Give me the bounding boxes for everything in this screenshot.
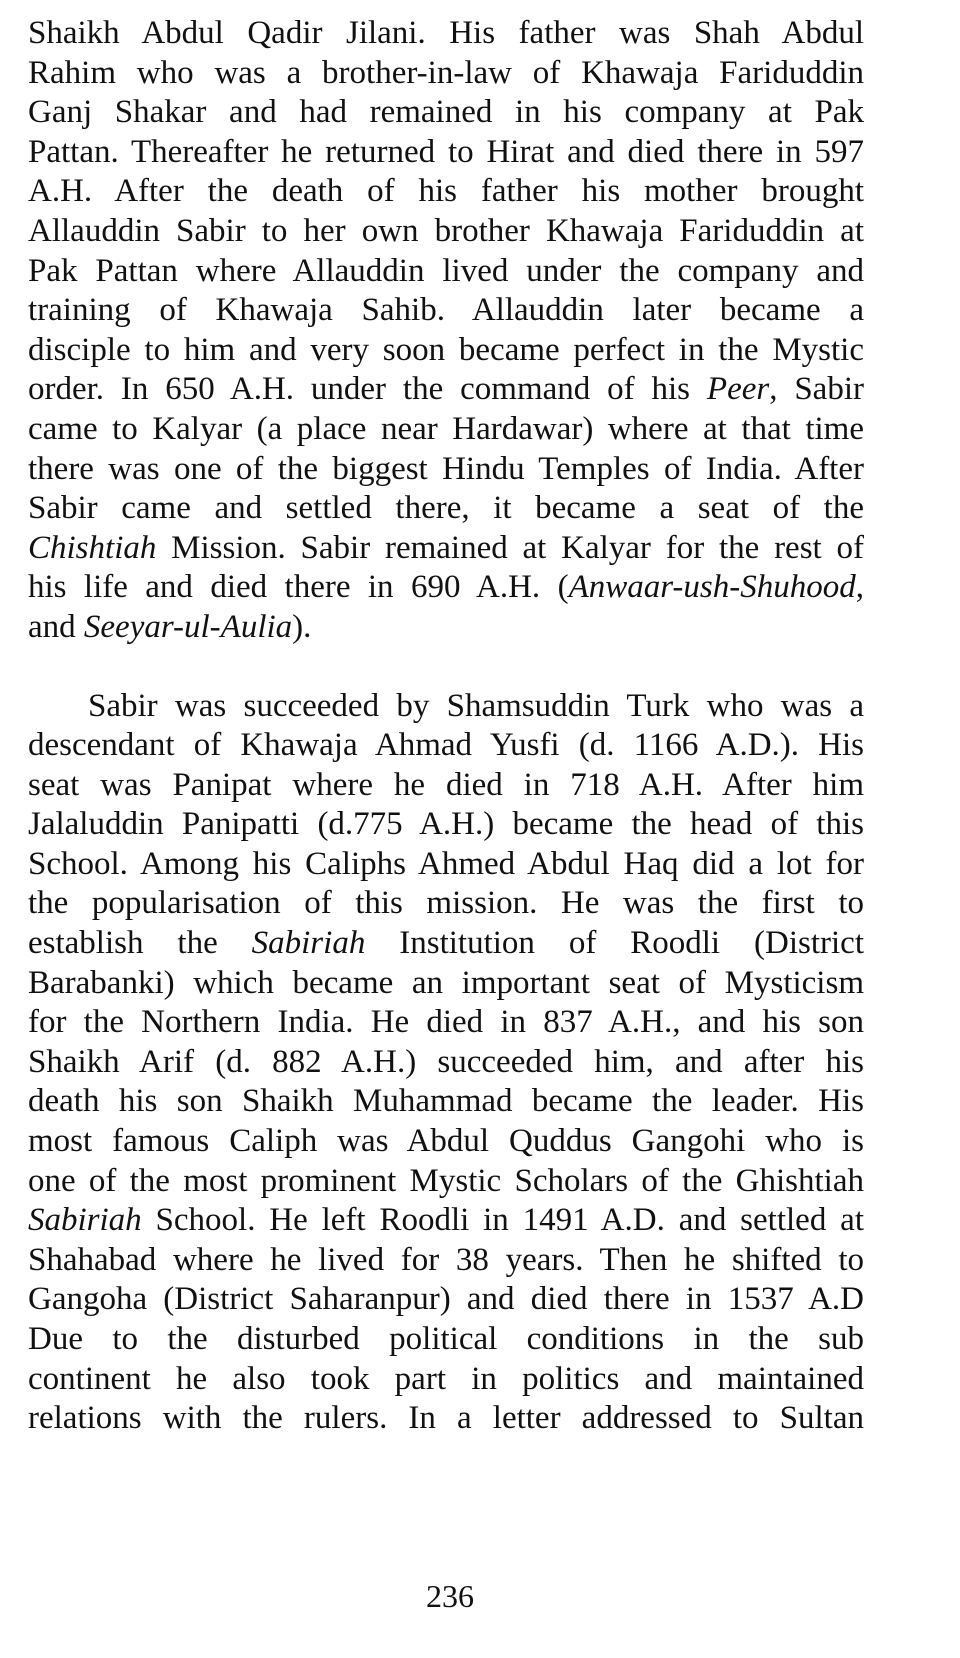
- text-line: death his son Shaikh Muhammad became the leader. His: [28, 1083, 864, 1120]
- text-line: continent he also took part in politics and maintained: [28, 1360, 864, 1397]
- paragraph-gap: [28, 648, 864, 687]
- text-line: and Seeyar-ul-Aulia).: [28, 608, 312, 645]
- italic-term: Peer: [706, 371, 770, 408]
- paragraph: [28, 687, 864, 1439]
- text-line: Shaikh Arif (d. 882 A.H.) succeeded him, and after his: [28, 1043, 864, 1080]
- text-line: Jalaluddin Panipatti (d.775 A.H.) became the head of this: [28, 806, 864, 843]
- text-line: Due to the disturbed political conditions in the sub: [28, 1321, 864, 1357]
- text-line: Pak Pattan where Allauddin lived under the company and: [28, 252, 864, 289]
- italic-term: Sabiriah: [28, 1202, 142, 1239]
- text-line: Chishtiah Mission. Sabir remained at Kalyar for the rest of: [28, 529, 864, 566]
- italic-term: Sabiriah: [251, 925, 366, 962]
- italic-term: Anwaar-ush-Shuhood: [568, 569, 856, 606]
- text-line: disciple to him and very soon became perfect in the Mystic: [28, 331, 864, 368]
- italic-term: Seeyar-ul-Aulia: [83, 608, 293, 645]
- text-line: Gangoha (District Saharanpur) and died there in 1537 A.D: [28, 1281, 864, 1318]
- text-line: Sabiriah School. He left Roodli in 1491 A.D. and settled at: [28, 1202, 864, 1239]
- text-line: training of Khawaja Sahib. Allauddin later became a: [28, 292, 864, 329]
- text-line: Shaikh Abdul Qadir Jilani. His father was Shah Abdul: [28, 15, 864, 51]
- paragraph: [28, 14, 864, 648]
- text-line: descendant of Khawaja Ahmad Yusfi (d. 1166 A.D.). His: [28, 727, 864, 764]
- text-line: Rahim who was a brother-in-law of Khawaja Fariduddin: [28, 54, 864, 91]
- text-line: his life and died there in 690 A.H. (Anwaar-ush-Shuhood,: [28, 569, 864, 606]
- text-line: Pattan. Thereafter he returned to Hirat and died there in 597: [28, 133, 864, 170]
- page-body: [28, 14, 864, 1439]
- page-number: 236: [426, 1578, 474, 1614]
- text-line: School. Among his Caliphs Ahmed Abdul Haq did a lot for: [28, 845, 864, 882]
- text-line: came to Kalyar (a place near Hardawar) where at that time: [28, 410, 864, 447]
- text-line: there was one of the biggest Hindu Temples of India. After: [28, 450, 864, 487]
- text-line: for the Northern India. He died in 837 A.H., and his son: [28, 1004, 864, 1041]
- text-line: Allauddin Sabir to her own brother Khawaja Fariduddin at: [28, 212, 864, 249]
- text-line: Ganj Shakar and had remained in his company at Pak: [28, 94, 864, 131]
- text-line: Sabir was succeeded by Shamsuddin Turk who was a: [88, 687, 864, 724]
- text-line: Barabanki) which became an important seat of Mysticism: [28, 964, 864, 1001]
- text-line: establish the Sabiriah Institution of Roodli (District: [28, 925, 864, 962]
- text-line: seat was Panipat where he died in 718 A.H. After him: [28, 766, 864, 803]
- text-line: Shahabad where he lived for 38 years. Then he shifted to: [28, 1241, 864, 1278]
- text-line: relations with the rulers. In a letter addressed to Sultan: [28, 1400, 864, 1437]
- text-line: A.H. After the death of his father his mother brought: [28, 173, 864, 210]
- text-line: most famous Caliph was Abdul Quddus Gangohi who is: [28, 1123, 864, 1160]
- text-line: Sabir came and settled there, it became a seat of the: [28, 490, 864, 527]
- text-line: the popularisation of this mission. He was the first to: [28, 885, 864, 922]
- text-line: order. In 650 A.H. under the command of his Peer, Sabir: [28, 371, 864, 408]
- text-line: one of the most prominent Mystic Scholars of the Ghishtiah: [28, 1162, 864, 1199]
- italic-term: Chishtiah: [28, 529, 157, 566]
